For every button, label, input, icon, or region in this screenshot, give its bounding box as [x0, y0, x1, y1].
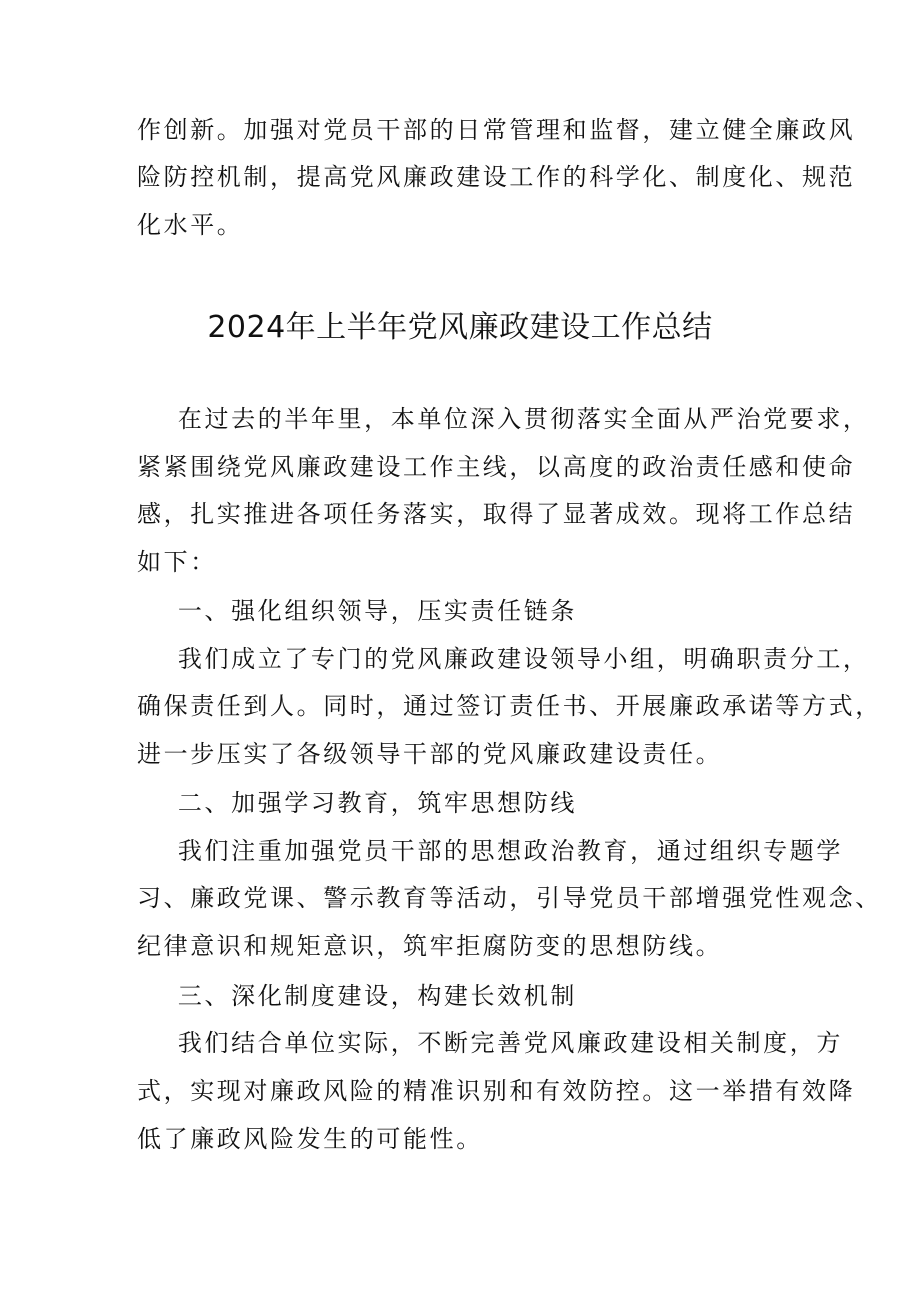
section-heading-3: 三、深化制度建设，构建长效机制: [137, 982, 577, 1010]
intro-line-3: 化水平。: [137, 211, 244, 239]
paragraph-line: 习、廉政党课、警示教育等活动，引导党员干部增强党性观念、: [137, 884, 882, 912]
paragraph-line: 低了廉政风险发生的可能性。: [137, 1125, 483, 1153]
section-heading-2: 二、加强学习教育，筑牢思想防线: [137, 789, 577, 817]
paragraph-line: 确保责任到人。同时，通过签订责任书、开展廉政承诺等方式，: [137, 692, 882, 720]
paragraph-line: 如下：: [137, 548, 217, 576]
paragraph-line: 我们注重加强党员干部的思想政治教育，通过组织专题学: [137, 837, 843, 865]
paragraph-line: 感，扎实推进各项任务落实，取得了显著成效。现将工作总结: [137, 500, 856, 528]
document-title: 2024年上半年党风廉政建设工作总结: [207, 310, 713, 345]
paragraph-line: 在过去的半年里，本单位深入贯彻落实全面从严治党要求，: [137, 405, 870, 433]
intro-line-1: 作创新。加强对党员干部的日常管理和监督，建立健全廉政风: [137, 116, 856, 144]
intro-line-2: 险防控机制，提高党风廉政建设工作的科学化、制度化、规范: [137, 163, 856, 191]
paragraph-line: 我们结合单位实际，不断完善党风廉政建设相关制度，方: [137, 1029, 843, 1057]
paragraph-line: 紧紧围绕党风廉政建设工作主线，以高度的政治责任感和使命: [137, 453, 856, 481]
paragraph-line: 进一步压实了各级领导干部的党风廉政建设责任。: [137, 740, 723, 768]
section-heading-1: 一、强化组织领导，压实责任链条: [137, 597, 577, 625]
paragraph-line: 我们成立了专门的党风廉政建设领导小组，明确职责分工，: [137, 645, 870, 673]
paragraph-line: 纪律意识和规矩意识，筑牢拒腐防变的思想防线。: [137, 932, 723, 960]
paragraph-line: 式，实现对廉政风险的精准识别和有效防控。这一举措有效降: [137, 1077, 856, 1105]
